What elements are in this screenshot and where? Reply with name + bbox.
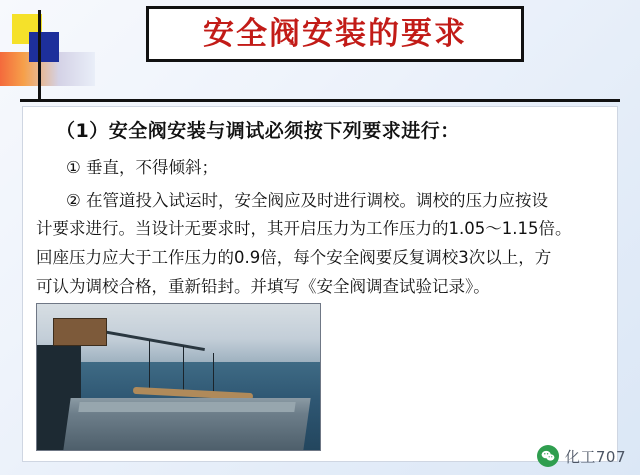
content-item-3: 计要求进行。当设计无要求时，其开启压力为工作压力的1.05～1.15倍。 (36, 219, 572, 239)
content-item-4: 回座压力应大于工作压力的0.9倍，每个安全阀要反复调校3次以上，方 (36, 248, 552, 268)
brand-label: 化工707 (564, 447, 626, 466)
footer-brand (537, 445, 626, 467)
decorative-vertical-rule (38, 10, 41, 102)
content-heading: （1）安全阀安装与调试必须按下列要求进行： (56, 120, 460, 142)
body-text-block (36, 116, 608, 303)
photo-cable (149, 340, 150, 392)
slide-title-box (146, 6, 524, 62)
photo-crane-cab (53, 318, 107, 346)
content-item-5: 可认为调校合格，重新铅封。并填写《安全阀调查试验记录》。 (36, 276, 490, 296)
offshore-pipeline-photo (36, 303, 321, 451)
decorative-horizontal-rule (20, 99, 620, 102)
content-item-2: ② 在管道投入试运时，安全阀应及时进行调校。调校的压力应按设 (66, 190, 549, 210)
decorative-blue-square (29, 32, 59, 62)
photo-barge-deck (78, 402, 295, 412)
photo-cable (183, 346, 184, 394)
page-title: 安全阀安装的要求 (203, 15, 467, 52)
content-item-1: ① 垂直，不得倾斜； (66, 158, 219, 177)
wechat-icon (537, 445, 559, 467)
